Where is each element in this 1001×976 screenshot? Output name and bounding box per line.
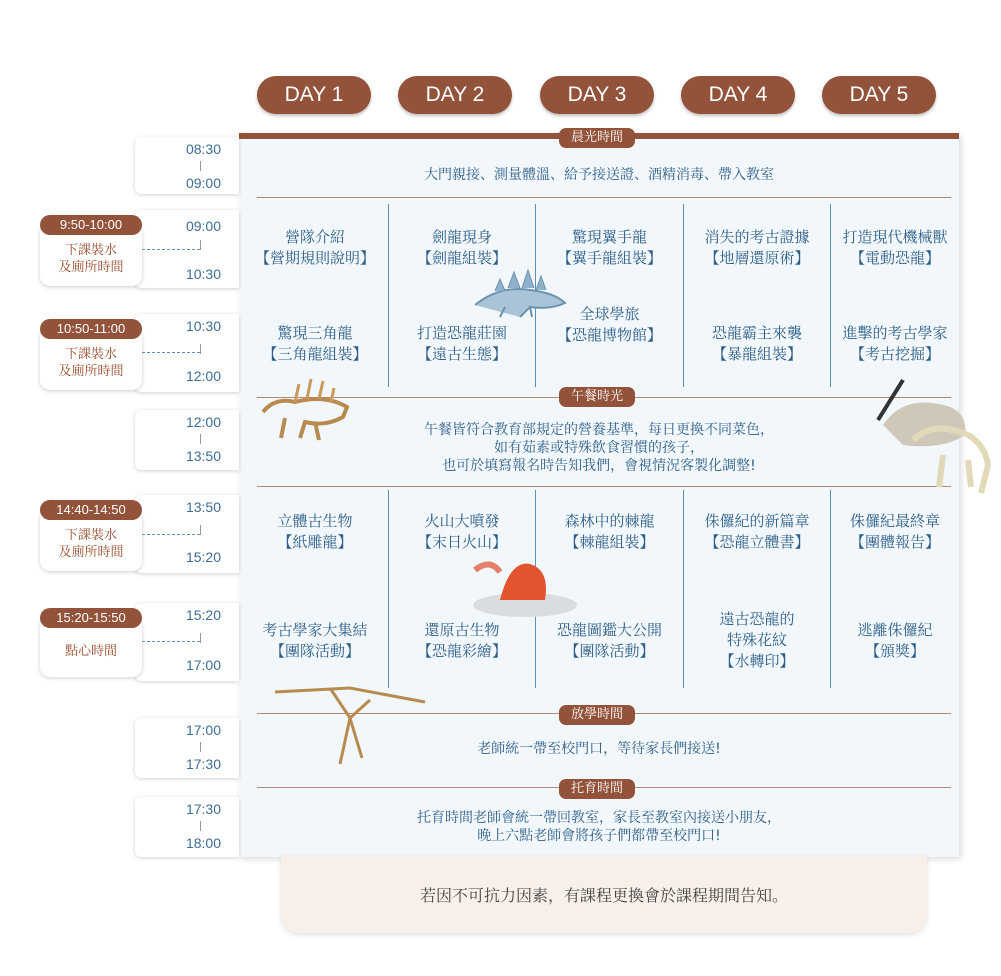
activity-cell: 營隊介紹 【營期規則說明】 bbox=[254, 228, 375, 267]
connector-line bbox=[142, 534, 200, 535]
lunch-text: 午餐皆符合教育部規定的營養基準，每日更換不同菜色， 如有茹素或特殊飲食習慣的孩子， 也可於填寫報名時告知我們，會視情況客製化調整! bbox=[424, 422, 774, 474]
day-5-tab[interactable]: DAY 5 bbox=[822, 76, 936, 114]
section-label-lunch: 午餐時光 bbox=[559, 387, 635, 407]
activity-cell: 恐龍圖鑑大公開 【團隊活動】 bbox=[556, 621, 662, 660]
day-4-tab[interactable]: DAY 4 bbox=[681, 76, 795, 114]
activity-cell: 侏儸紀的新篇章 【恐龍立體書】 bbox=[704, 512, 810, 551]
activity-cell: 火山大噴發 【末日火山】 bbox=[416, 512, 507, 551]
activity-cell: 森林中的棘龍 【棘龍組裝】 bbox=[564, 512, 655, 551]
break-card: 15:20-15:50 點心時間 bbox=[40, 617, 142, 677]
section-label-dismissal: 放學時間 bbox=[559, 705, 635, 725]
time-slot-card: 15:20 17:00 bbox=[135, 603, 239, 681]
activity-cell: 恐龍霸主來襲 【暴龍組裝】 bbox=[711, 324, 802, 363]
connector-line bbox=[142, 249, 200, 250]
activity-cell: 打造恐龍莊園 【遠古生態】 bbox=[416, 324, 507, 363]
time-slot-card: 12:00 13:50 bbox=[135, 410, 239, 470]
activity-cell: 劍龍現身 【劍龍組裝】 bbox=[416, 228, 507, 267]
dismissal-text: 老師統一帶至校門口，等待家長們接送! bbox=[477, 741, 721, 757]
time-slot-card: 08:30 09:00 bbox=[135, 137, 239, 194]
time-slot-card: 13:50 15:20 bbox=[135, 495, 239, 573]
activity-cell: 消失的考古證據 【地層還原術】 bbox=[704, 228, 810, 267]
activity-cell: 立體古生物 【紙雕龍】 bbox=[277, 512, 353, 551]
pterodactyl-skeleton-illustration bbox=[270, 678, 430, 768]
activity-cell: 遠古恐龍的 特殊花紋 【水轉印】 bbox=[719, 609, 795, 670]
activity-cell: 驚現翼手龍 【翼手龍組裝】 bbox=[556, 228, 662, 267]
section-label-morning: 晨光時間 bbox=[559, 128, 635, 148]
fossil-dig-illustration bbox=[873, 375, 1001, 503]
activity-cell: 打造現代機械獸 【電動恐龍】 bbox=[842, 228, 948, 267]
break-card: 10:50-11:00 下課裝水 及廁所時間 bbox=[40, 328, 142, 390]
activity-cell: 全球學旅 【恐龍博物館】 bbox=[556, 305, 662, 344]
activity-cell: 侏儸紀最終章 【團體報告】 bbox=[849, 512, 940, 551]
footer-notice: 若因不可抗力因素，有課程更換會於課程期間告知。 bbox=[281, 856, 927, 933]
break-card: 14:40-14:50 下課裝水 及廁所時間 bbox=[40, 509, 142, 571]
divider bbox=[257, 197, 951, 198]
time-slot-card: 17:30 18:00 bbox=[135, 797, 239, 857]
section-label-aftercare: 托育時間 bbox=[559, 779, 635, 799]
volcano-illustration bbox=[470, 550, 580, 620]
activity-cell: 進擊的考古學家 【考古挖掘】 bbox=[842, 324, 948, 363]
time-slot-card: 10:30 12:00 bbox=[135, 314, 239, 392]
day-1-tab[interactable]: DAY 1 bbox=[257, 76, 371, 114]
divider bbox=[257, 486, 951, 487]
activity-cell: 驚現三角龍 【三角龍組裝】 bbox=[262, 324, 368, 363]
stegosaurus-illustration bbox=[470, 255, 570, 321]
triceratops-skeleton-illustration bbox=[255, 372, 355, 444]
time-slot-card: 17:00 17:30 bbox=[135, 718, 239, 778]
activity-cell: 逃離侏儸紀 【頒獎】 bbox=[857, 621, 933, 660]
morning-text: 大門親接、測量體溫、給予接送證、酒精消毒、帶入教室 bbox=[424, 167, 774, 183]
day-2-tab[interactable]: DAY 2 bbox=[398, 76, 512, 114]
day-3-tab[interactable]: DAY 3 bbox=[540, 76, 654, 114]
activity-cell: 考古學家大集結 【團隊活動】 bbox=[262, 621, 368, 660]
connector-line bbox=[142, 641, 200, 642]
activity-cell: 還原古生物 【恐龍彩繪】 bbox=[416, 621, 507, 660]
break-card: 9:50-10:00 下課裝水 及廁所時間 bbox=[40, 224, 142, 286]
time-slot-card: 09:00 10:30 bbox=[135, 210, 239, 288]
aftercare-text: 托育時間老師會統一帶回教室，家長至教室內接送小朋友， 晚上六點老師會將孩子們都帶至校門口! bbox=[417, 810, 781, 844]
connector-line bbox=[142, 352, 200, 353]
